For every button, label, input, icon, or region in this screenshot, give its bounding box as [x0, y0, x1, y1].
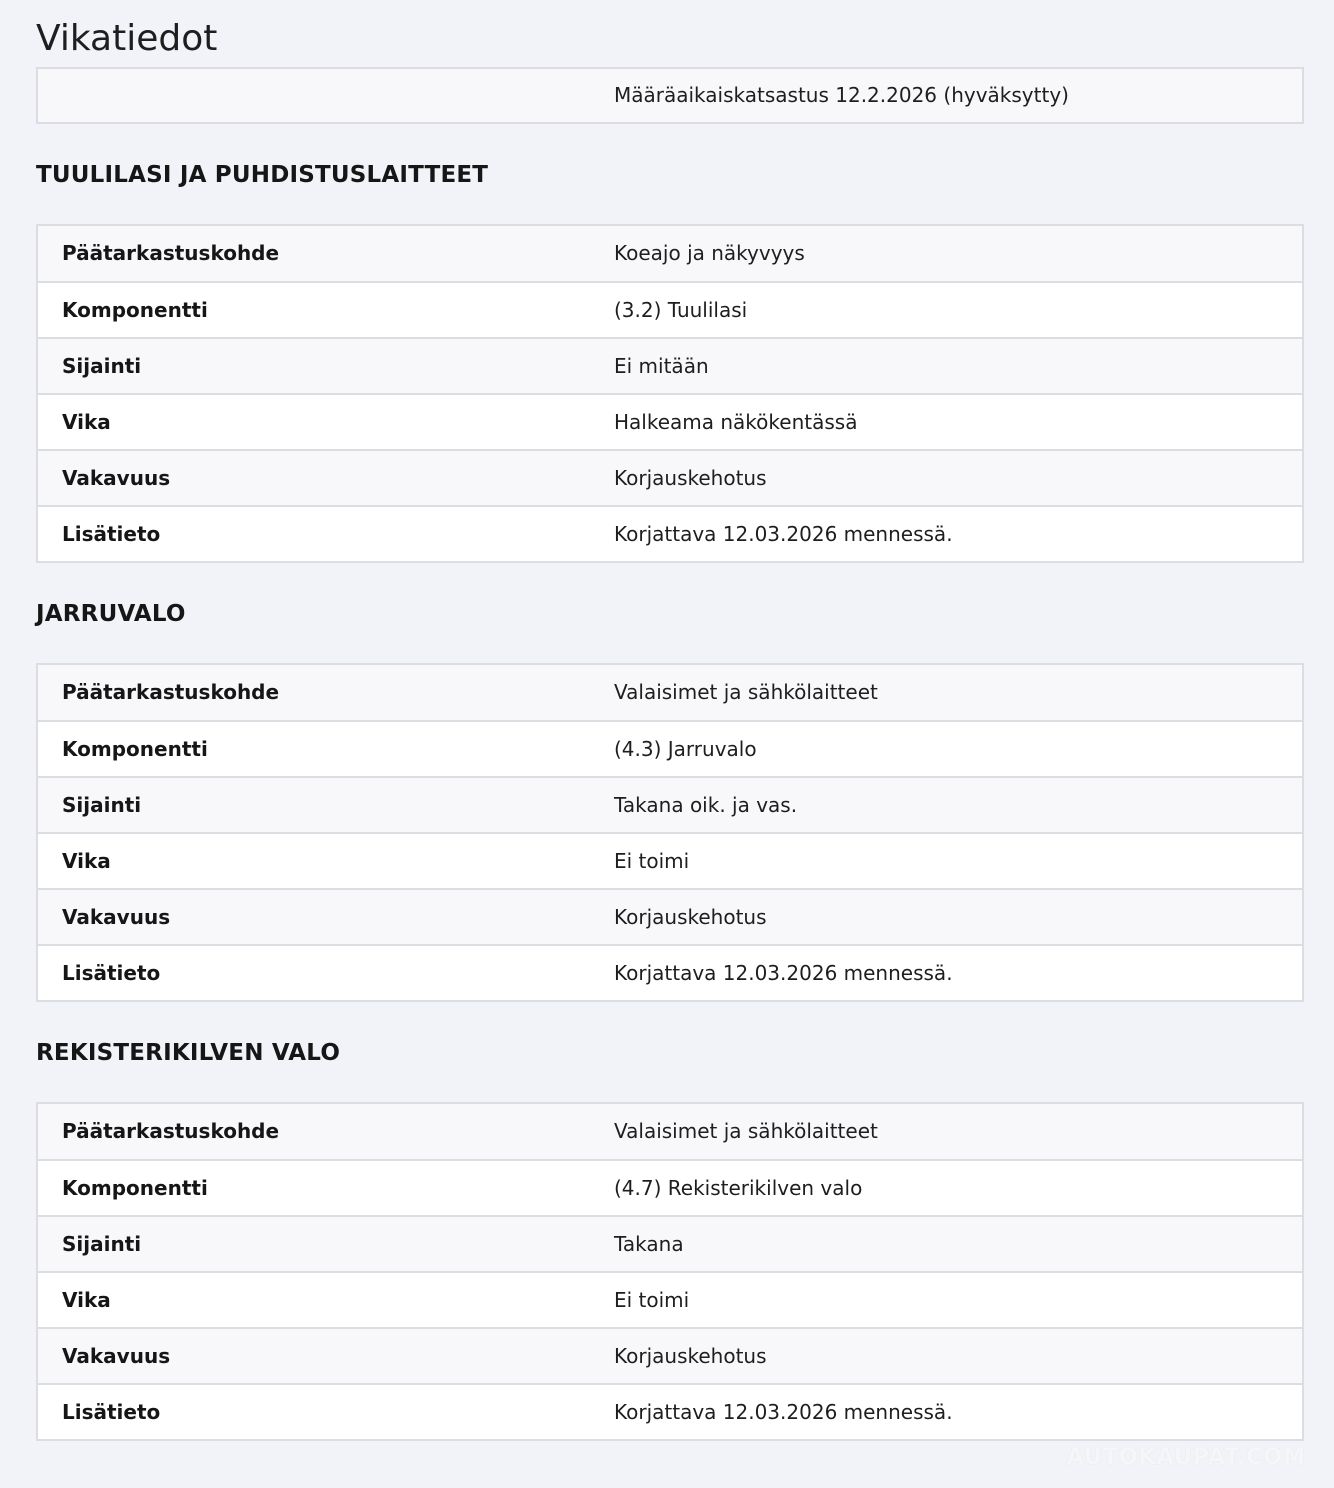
row-value: Valaisimet ja sähkölaitteet	[614, 1119, 878, 1143]
row-value: Koeajo ja näkyvyys	[614, 241, 805, 265]
row-label: Lisätieto	[62, 1400, 161, 1424]
defect-section-brake-light	[36, 563, 1304, 1002]
row-value: Korjauskehotus	[614, 1344, 767, 1368]
table-row	[38, 944, 1302, 1000]
table-row	[38, 449, 1302, 505]
table-row	[38, 226, 1302, 281]
row-label: Komponentti	[62, 1176, 208, 1200]
row-value: Korjattava 12.03.2026 mennessä.	[614, 1400, 953, 1424]
row-label: Vakavuus	[62, 1344, 171, 1368]
row-value: (3.2) Tuulilasi	[614, 298, 748, 322]
row-value: Ei toimi	[614, 1288, 690, 1312]
row-label: Sijainti	[62, 1232, 142, 1256]
row-value: (4.7) Rekisterikilven valo	[614, 1176, 863, 1200]
row-label: Komponentti	[62, 298, 208, 322]
table-row	[38, 281, 1302, 337]
table-row	[38, 832, 1302, 888]
table-row	[38, 1383, 1302, 1439]
row-label: Vika	[62, 410, 111, 434]
row-value: Korjattava 12.03.2026 mennessä.	[614, 522, 953, 546]
row-value: Ei mitään	[614, 354, 709, 378]
row-label: Vika	[62, 849, 111, 873]
row-label: Sijainti	[62, 793, 142, 817]
section-title: REKISTERIKILVEN VALO	[36, 1040, 341, 1066]
table-row	[38, 1327, 1302, 1383]
table-row	[38, 720, 1302, 776]
row-value: Korjauskehotus	[614, 466, 767, 490]
table-row	[38, 776, 1302, 832]
row-value: (4.3) Jarruvalo	[614, 737, 757, 761]
row-value: Korjattava 12.03.2026 mennessä.	[614, 961, 953, 985]
row-label: Lisätieto	[62, 522, 161, 546]
watermark-logo: AUTOKAUPAT.COM	[1066, 1445, 1306, 1470]
table-row	[38, 1271, 1302, 1327]
row-value: Ei toimi	[614, 849, 690, 873]
row-value: Halkeama näkökentässä	[614, 410, 858, 434]
row-label: Lisätieto	[62, 961, 161, 985]
inspection-summary-text: Määräaikaiskatsastus 12.2.2026 (hyväksytty)	[614, 83, 1069, 107]
defect-section-license-plate-light	[36, 1002, 1304, 1441]
table-row	[38, 1215, 1302, 1271]
section-title: JARRUVALO	[36, 601, 186, 627]
row-label: Vakavuus	[62, 466, 171, 490]
defect-details-page	[36, 0, 1304, 1441]
page-title: Vikatiedot	[36, 18, 218, 59]
row-label: Päätarkastuskohde	[62, 241, 280, 265]
table-row	[38, 1159, 1302, 1215]
table-row	[38, 888, 1302, 944]
row-value: Valaisimet ja sähkölaitteet	[614, 680, 878, 704]
table-row	[38, 393, 1302, 449]
row-label: Päätarkastuskohde	[62, 1119, 280, 1143]
row-label: Vakavuus	[62, 905, 171, 929]
row-label: Komponentti	[62, 737, 208, 761]
inspection-summary	[36, 67, 1304, 124]
table-row	[38, 337, 1302, 393]
defect-table	[36, 224, 1304, 563]
section-title: TUULILASI JA PUHDISTUSLAITTEET	[36, 162, 489, 188]
defect-table	[36, 663, 1304, 1002]
defect-table	[36, 1102, 1304, 1441]
row-label: Sijainti	[62, 354, 142, 378]
row-label: Päätarkastuskohde	[62, 680, 280, 704]
defect-section-windshield	[36, 124, 1304, 563]
table-row	[38, 665, 1302, 720]
table-row	[38, 1104, 1302, 1159]
row-value: Takana oik. ja vas.	[614, 793, 798, 817]
table-row	[38, 505, 1302, 561]
row-value: Korjauskehotus	[614, 905, 767, 929]
row-value: Takana	[614, 1232, 684, 1256]
row-label: Vika	[62, 1288, 111, 1312]
